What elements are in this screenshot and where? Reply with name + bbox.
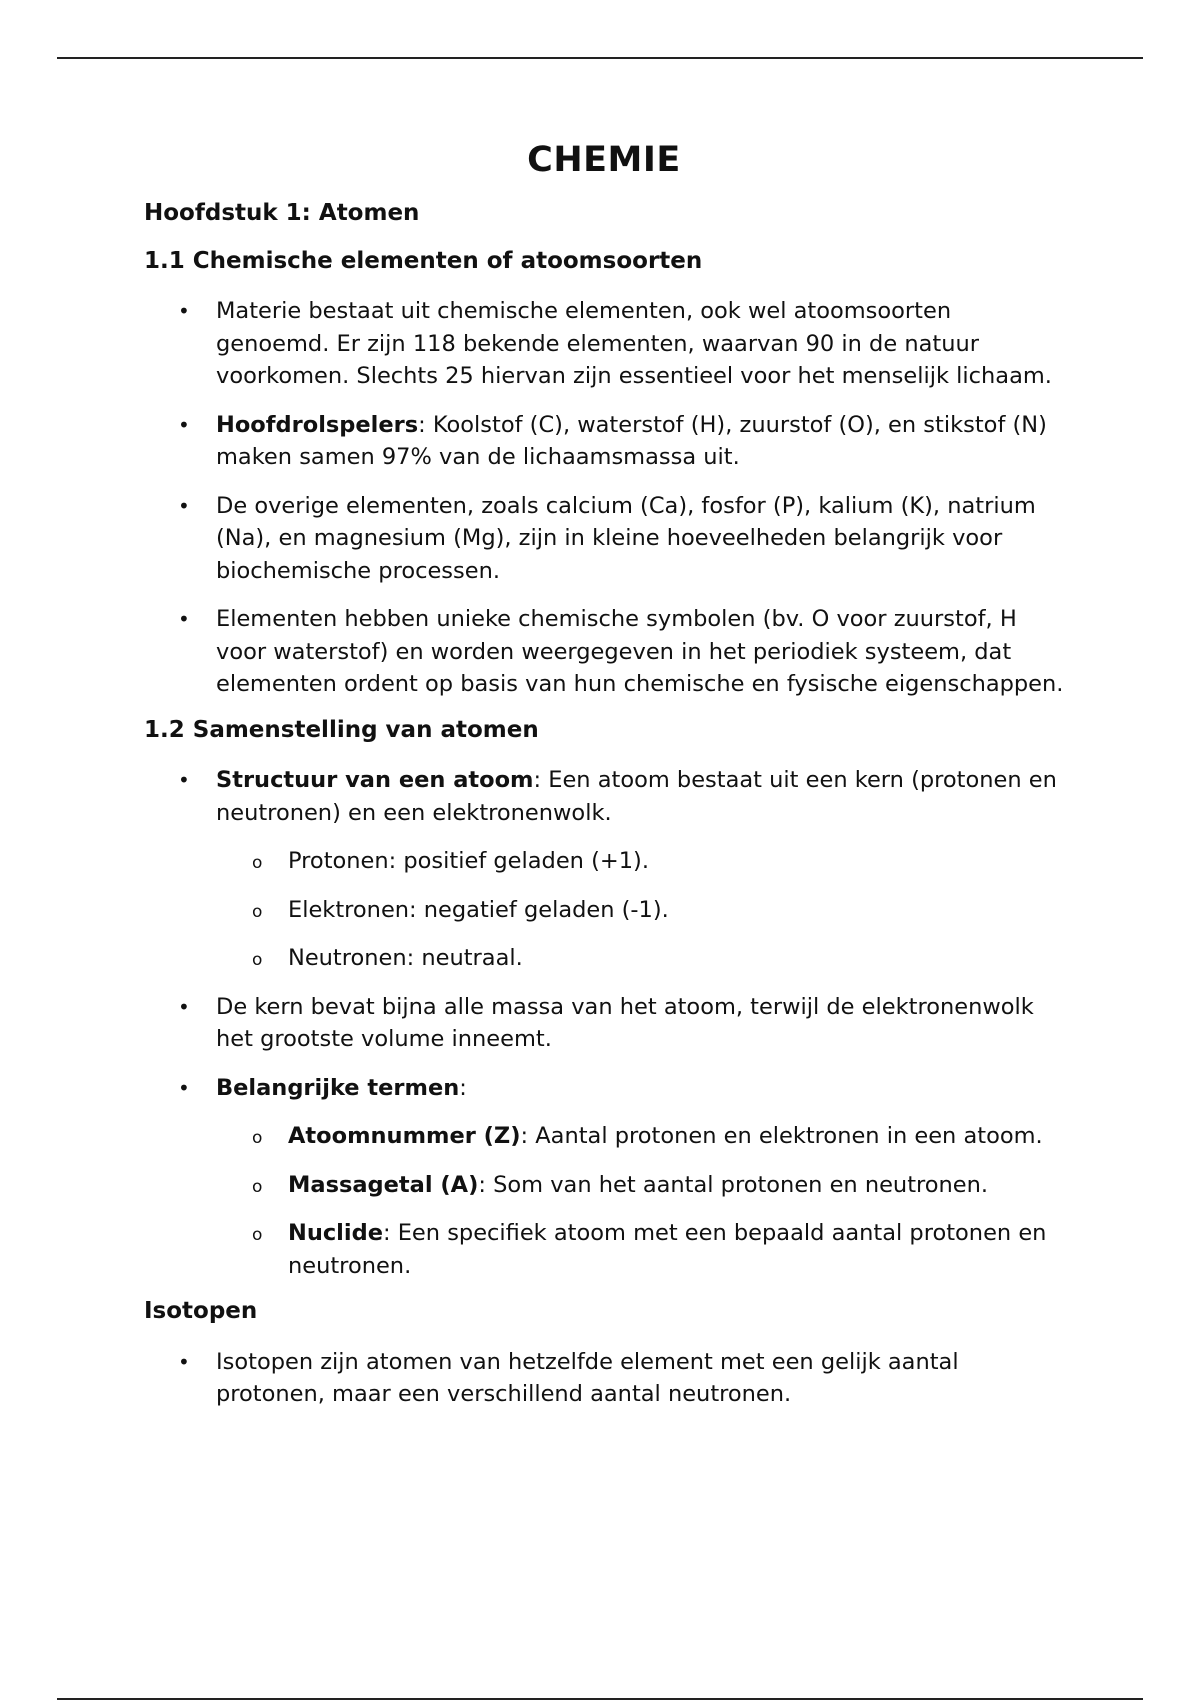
bullet: •: [178, 299, 190, 324]
top-rule: [57, 57, 1143, 59]
sub-list: [216, 1120, 1064, 1282]
term: Structuur van een atoom: [216, 767, 534, 794]
bullet: •: [178, 994, 190, 1019]
sub-bullet: o: [252, 1128, 263, 1149]
sub-list-item: o Atoomnummer (Z): Aantal protonen en elektronen in een atoom.: [216, 1120, 1064, 1153]
sub-list-item: o Protonen: positief geladen (+1).: [216, 845, 1064, 878]
bullet: •: [178, 1349, 190, 1374]
sub-list-item: o Elektronen: negatief geladen (-1).: [216, 894, 1064, 927]
bullet: •: [178, 607, 190, 632]
chapter-heading: Hoofdstuk 1: Atomen: [144, 200, 420, 226]
term: Hoofdrolspelers: [216, 411, 419, 438]
sub-bullet: o: [252, 950, 263, 971]
list-item: • Belangrijke termen: o Atoomnummer (Z): Aantal protonen en elektronen in een atoom. o Massagetal (A): Som van het aantal protonen en neutronen. o Nuclide: Een specifiek atoom met een bepaald aantal protonen en neutronen.: [144, 1072, 1064, 1283]
list-item: • De kern bevat bijna alle massa van het atoom, terwijl de elektronenwolk het grootste volume inneemt.: [144, 991, 1064, 1056]
bullet: •: [178, 1075, 190, 1100]
list-item: • De overige elementen, zoals calcium (Ca), fosfor (P), kalium (K), natrium (Na), en magnesium (Mg), zijn in kleine hoeveelheden belangrijk voor biochemische processen.: [144, 490, 1064, 588]
list-item: • Hoofdrolspelers: Koolstof (C), waterstof (H), zuurstof (O), en stikstof (N) maken samen 97% van de lichaamsmassa uit.: [144, 409, 1064, 474]
sub-bullet: o: [252, 853, 263, 874]
list-item: • Elementen hebben unieke chemische symbolen (bv. O voor zuurstof, H voor waterstof) en worden weergegeven in het periodiek systeem, dat elementen ordent op basis van hun chemische en fysische eigenschappen.: [144, 603, 1064, 701]
sub-list-item: o Nuclide: Een specifiek atoom met een bepaald aantal protonen en neutronen.: [252, 1220, 1047, 1279]
section-1-2-list: [144, 764, 1064, 1282]
bullet: •: [178, 768, 190, 793]
sub-list-item: o Massagetal (A): Som van het aantal protonen en neutronen.: [216, 1169, 1064, 1202]
bullet: •: [178, 493, 190, 518]
term: Massagetal (A): [288, 1171, 479, 1198]
sub-bullet: o: [252, 901, 263, 922]
term: Belangrijke termen: [216, 1074, 460, 1101]
sub-bullet: o: [252, 1176, 263, 1197]
section-1-1-list: [144, 295, 1064, 701]
list-item: • Structuur van een atoom: Een atoom bestaat uit een kern (protonen en neutronen) en een elektronenwolk. o Protonen: positief geladen (+1). o Elektronen: negatief geladen (-1). o Neutronen: neutraal.: [144, 764, 1064, 975]
sub-list-item: o Neutronen: neutraal.: [216, 942, 1064, 975]
section-heading-1-2: 1.2 Samenstelling van atomen: [144, 716, 539, 743]
sub-bullet: o: [252, 1225, 263, 1246]
isotopen-list: [144, 1346, 1064, 1411]
list-item: • Materie bestaat uit chemische elementen, ook wel atoomsoorten genoemd. Er zijn 118 bekende elementen, waarvan 90 in de natuur voorkomen. Slechts 25 hiervan zijn essentieel voor het menselijk lichaam.: [144, 295, 1064, 393]
list-item: • Isotopen zijn atomen van hetzelfde element met een gelijk aantal protonen, maar een verschillend aantal neutronen.: [144, 1346, 1064, 1411]
document-title: CHEMIE: [527, 140, 681, 180]
section-heading-isotopen: Isotopen: [144, 1298, 258, 1325]
section-heading-1-1: 1.1 Chemische elementen of atoomsoorten: [144, 247, 703, 274]
bullet: •: [178, 412, 190, 437]
term: Nuclide: [288, 1220, 383, 1247]
document-body: [144, 140, 1064, 1427]
term: Atoomnummer (Z): [288, 1123, 521, 1150]
sub-list: [216, 845, 1064, 975]
